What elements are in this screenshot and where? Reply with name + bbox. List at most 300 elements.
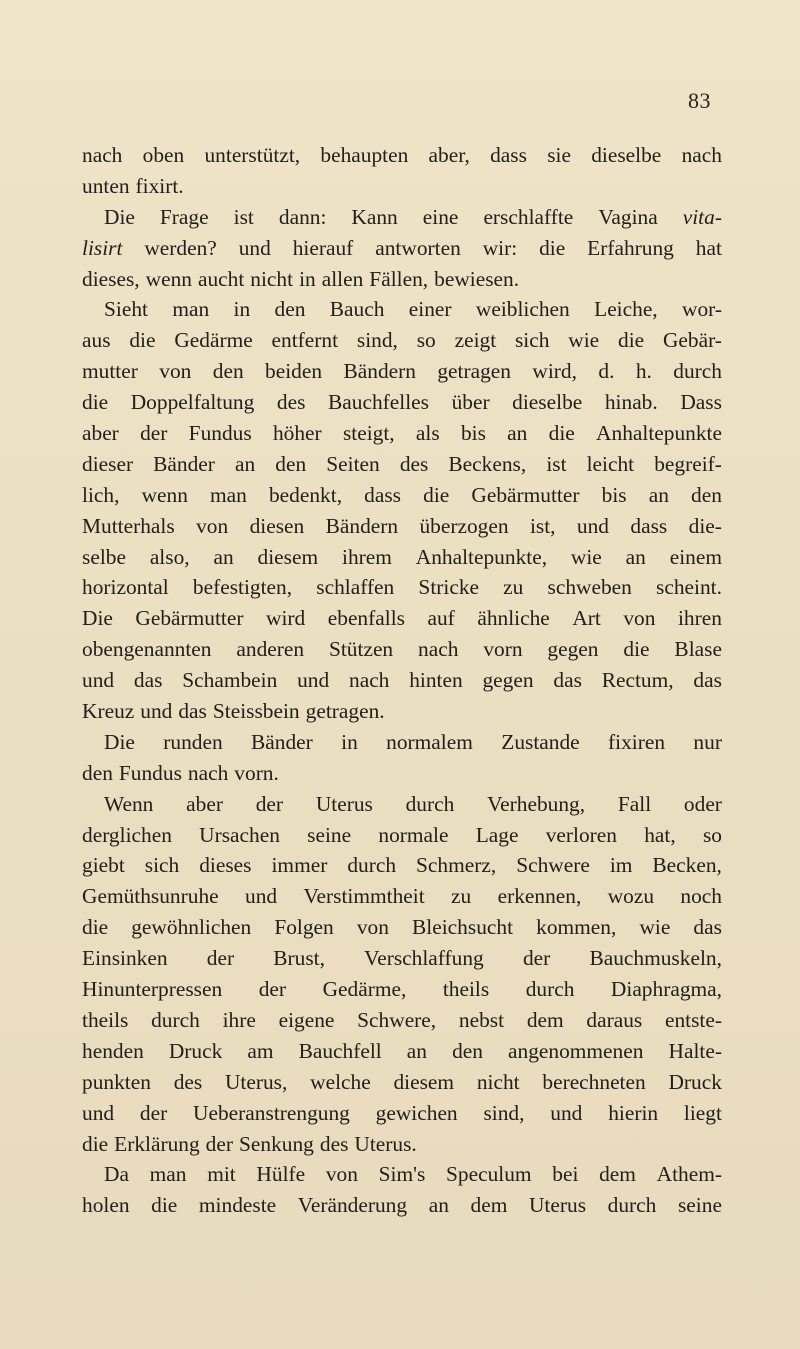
word: Steissbein xyxy=(212,699,300,724)
word: nebst xyxy=(458,1007,505,1032)
word: erkennen, xyxy=(497,884,582,909)
word: durch xyxy=(347,853,397,878)
word: diesem xyxy=(257,544,319,569)
word: sie xyxy=(547,143,571,167)
word: bei xyxy=(552,1162,579,1187)
word: Veränderung xyxy=(297,1193,408,1218)
word: wir: xyxy=(482,235,518,260)
word: gegen xyxy=(482,668,534,693)
word: als xyxy=(415,421,440,446)
word: wor- xyxy=(682,297,722,322)
text-line xyxy=(82,511,722,542)
text-line xyxy=(82,943,722,974)
word: Bauchmuskeln, xyxy=(589,946,722,971)
word: des xyxy=(399,451,429,476)
word: Uterus. xyxy=(354,1131,417,1156)
text-line xyxy=(82,603,722,634)
word: Bänder xyxy=(153,451,215,476)
word: seine xyxy=(677,1193,722,1218)
word: Zustande xyxy=(501,729,580,754)
word: dieselbe xyxy=(591,143,662,167)
word: einem xyxy=(669,544,722,569)
word: die xyxy=(129,328,156,353)
word: zu xyxy=(503,575,524,600)
text-line xyxy=(82,727,722,758)
word: Blase xyxy=(674,637,722,662)
text-line xyxy=(82,665,722,696)
text-line xyxy=(82,789,722,820)
word: scheint. xyxy=(656,575,722,600)
word: Anhaltepunkte, xyxy=(415,544,548,569)
word: dieser xyxy=(82,451,134,476)
word: Schwere xyxy=(516,853,590,878)
word: Halte- xyxy=(668,1038,722,1063)
word: die xyxy=(623,637,650,662)
word: wozu xyxy=(607,884,655,909)
text-line xyxy=(82,850,722,881)
word: dann: xyxy=(278,204,327,229)
word: den xyxy=(691,482,722,507)
word: dem xyxy=(599,1162,636,1187)
word: vorn xyxy=(483,637,523,662)
word: einer xyxy=(408,297,452,322)
word: bedenkt, xyxy=(268,482,343,507)
word: schlaffen xyxy=(316,575,395,600)
word: durch xyxy=(525,977,575,1002)
text-line xyxy=(82,758,722,789)
word: Uterus, xyxy=(224,1069,288,1094)
word: hierauf xyxy=(292,235,354,260)
word: horizontal xyxy=(82,575,169,600)
word: Ueberanstrengung xyxy=(193,1100,350,1125)
text-line xyxy=(82,572,722,603)
word: wenn xyxy=(141,482,188,507)
word: und xyxy=(140,699,173,724)
word: an xyxy=(507,421,528,446)
word: und xyxy=(245,884,278,909)
word: Gebärmutter xyxy=(135,606,244,631)
word: hat xyxy=(695,235,722,260)
word: immer xyxy=(271,853,328,878)
word: beiden xyxy=(265,359,323,384)
word: das xyxy=(693,668,722,693)
word: Fall xyxy=(617,791,652,816)
word: Gedärme, xyxy=(322,977,407,1002)
word: von xyxy=(356,915,389,940)
word: so xyxy=(416,328,436,353)
word: dem xyxy=(470,1193,508,1218)
word: und xyxy=(82,668,115,693)
word: Hülfe xyxy=(256,1162,306,1187)
word: vorn. xyxy=(234,760,279,785)
word: der xyxy=(139,1100,168,1125)
word: behaupten xyxy=(320,143,409,167)
word: aucht xyxy=(197,266,245,291)
word: Schambein xyxy=(182,668,278,693)
word: Bändern xyxy=(325,513,399,538)
text-line xyxy=(82,881,722,912)
word: Vagina xyxy=(598,204,658,229)
word: man xyxy=(172,297,210,322)
word: Die xyxy=(104,204,135,229)
word: dass xyxy=(490,143,527,167)
word: ähnliche xyxy=(477,606,550,631)
word: Seiten xyxy=(326,451,380,476)
word: gewöhnlichen xyxy=(131,915,252,940)
word: Verhebung, xyxy=(487,791,586,816)
word: durch xyxy=(607,1193,657,1218)
word: giebt xyxy=(82,853,125,878)
word: Da xyxy=(104,1162,129,1187)
word: Bauchfelles xyxy=(328,390,429,415)
word: mindeste xyxy=(198,1193,277,1218)
word: das xyxy=(133,668,163,693)
word: der xyxy=(258,977,287,1002)
word: steigt, xyxy=(342,421,395,446)
word: Bleichsucht xyxy=(412,915,514,940)
text-line xyxy=(82,696,722,727)
word: zeigt xyxy=(454,328,497,353)
word: entfernt xyxy=(271,328,339,353)
word: Doppelfaltung xyxy=(130,390,255,415)
word: Verschlaffung xyxy=(364,946,484,971)
word: getragen xyxy=(437,359,511,384)
word: eine xyxy=(422,204,459,229)
word: in xyxy=(299,266,316,291)
word: man xyxy=(210,482,247,507)
text-line xyxy=(82,542,722,573)
word: das xyxy=(693,915,722,940)
word: befestigten, xyxy=(192,575,293,600)
word: seine xyxy=(307,822,352,847)
word: Uterus xyxy=(528,1193,587,1218)
text-line xyxy=(82,356,722,387)
word: sind, xyxy=(356,328,398,353)
word: den xyxy=(82,760,113,785)
word: der xyxy=(205,1131,233,1156)
word: sich xyxy=(144,853,180,878)
word: nicht xyxy=(250,266,294,291)
word: werden? xyxy=(144,235,217,260)
word: Folgen xyxy=(274,915,334,940)
word: sich xyxy=(514,328,550,353)
word: weiblichen xyxy=(475,297,570,322)
word: nur xyxy=(693,729,722,754)
word: so xyxy=(702,822,722,847)
word: bis xyxy=(460,421,486,446)
word: Leiche, xyxy=(594,297,658,322)
text-line xyxy=(82,325,722,356)
word: sind, xyxy=(483,1100,525,1125)
word: daraus xyxy=(586,1007,643,1032)
word: antworten xyxy=(375,235,461,260)
word: Fällen, xyxy=(369,266,429,291)
text-line xyxy=(82,264,722,295)
word: aber xyxy=(186,791,223,816)
word: hat, xyxy=(644,822,676,847)
word: Athem- xyxy=(656,1162,722,1187)
word: Wenn xyxy=(104,791,154,816)
word: henden xyxy=(82,1038,144,1063)
word: die xyxy=(539,235,566,260)
word: unterstützt, xyxy=(204,143,301,167)
word: entste- xyxy=(664,1007,722,1032)
word: mutter xyxy=(82,359,138,384)
text-line xyxy=(82,233,722,264)
word: durch xyxy=(151,1007,200,1032)
word: und xyxy=(297,668,330,693)
word: theils xyxy=(442,977,490,1002)
word: und xyxy=(82,1100,115,1125)
text-line xyxy=(82,418,722,449)
word: Art xyxy=(572,606,601,631)
word: die xyxy=(151,1193,178,1218)
word: an xyxy=(625,544,646,569)
word: Gebärmutter xyxy=(471,482,580,507)
word: oder xyxy=(683,791,722,816)
word: punkten xyxy=(82,1069,151,1094)
word: der xyxy=(140,421,168,446)
word: ihrem xyxy=(342,544,392,569)
body-text xyxy=(82,140,722,1221)
word: normale xyxy=(378,822,449,847)
word: Ursachen xyxy=(199,822,280,847)
word: an xyxy=(406,1038,427,1063)
word: ebenfalls xyxy=(327,606,405,631)
word: getragen. xyxy=(305,699,385,724)
word: die xyxy=(423,482,450,507)
text-line xyxy=(82,912,722,943)
word: im xyxy=(609,853,633,878)
word: nach xyxy=(349,668,390,693)
word: den xyxy=(275,451,307,476)
word: d. xyxy=(598,359,615,384)
word: selbe xyxy=(82,544,126,569)
word: Sieht xyxy=(104,297,148,322)
word: Becken, xyxy=(652,853,722,878)
word: Stricke xyxy=(418,575,480,600)
word: unten xyxy=(82,173,130,198)
text-line xyxy=(82,387,722,418)
word: liegt xyxy=(683,1100,722,1125)
word: Sim's xyxy=(378,1162,426,1187)
word: wie xyxy=(639,915,671,940)
word: Die xyxy=(82,606,113,631)
word: Verstimmtheit xyxy=(303,884,425,909)
word: in xyxy=(233,297,251,322)
word: ihre xyxy=(222,1007,256,1032)
word: Erfahrung xyxy=(587,235,674,260)
word: an xyxy=(213,544,234,569)
word: mit xyxy=(207,1162,236,1187)
word: und xyxy=(238,235,271,260)
word: Frage xyxy=(159,204,209,229)
word: aber xyxy=(82,421,119,446)
word: Speculum xyxy=(446,1162,532,1187)
word: des xyxy=(276,390,306,415)
word: durch xyxy=(405,791,455,816)
word: dass xyxy=(630,513,668,538)
word: runden xyxy=(163,729,223,754)
word: nach xyxy=(187,760,229,785)
word: nach xyxy=(418,637,459,662)
word: von xyxy=(159,359,192,384)
word: leicht xyxy=(586,451,635,476)
word: oben xyxy=(142,143,185,167)
text-line xyxy=(82,1159,722,1190)
word: Brust, xyxy=(273,946,325,971)
word: von xyxy=(196,513,229,538)
text-line xyxy=(82,1098,722,1129)
text-line xyxy=(82,140,722,171)
word: den xyxy=(452,1038,483,1063)
word: Lage xyxy=(475,822,519,847)
word: des xyxy=(319,1131,349,1156)
word: ihren xyxy=(677,606,722,631)
word: derglichen xyxy=(82,822,172,847)
word: an xyxy=(235,451,256,476)
word: das xyxy=(553,668,582,693)
word: begreif- xyxy=(654,451,722,476)
word: lisirt xyxy=(82,235,123,260)
text-line xyxy=(82,1036,722,1067)
text-line xyxy=(82,1067,722,1098)
word: also, xyxy=(149,544,190,569)
word: diesen xyxy=(249,513,305,538)
word: wie xyxy=(568,328,600,353)
word: hinab. xyxy=(604,390,658,415)
word: Mutterhals xyxy=(82,513,175,538)
word: Druck xyxy=(168,1038,223,1063)
word: Fundus xyxy=(188,421,252,446)
word: h. xyxy=(635,359,652,384)
word: eigene xyxy=(278,1007,335,1032)
word: das xyxy=(178,699,207,724)
text-line xyxy=(82,171,722,202)
word: die xyxy=(82,390,109,415)
word: dieses, xyxy=(82,266,140,291)
word: den xyxy=(274,297,306,322)
word: erschlaffte xyxy=(483,204,574,229)
word: nach xyxy=(681,143,722,167)
text-line xyxy=(82,1005,722,1036)
text-line xyxy=(82,202,722,233)
word: Gebär- xyxy=(662,328,722,353)
word: Schmerz, xyxy=(416,853,497,878)
word: hierin xyxy=(608,1100,659,1125)
word: den xyxy=(212,359,244,384)
word: fixiren xyxy=(608,729,666,754)
word: von xyxy=(623,606,656,631)
word: Stützen xyxy=(328,637,394,662)
text-line xyxy=(82,294,722,325)
text-line xyxy=(82,974,722,1005)
word: ist xyxy=(546,451,567,476)
word: normalem xyxy=(386,729,473,754)
word: Rectum, xyxy=(601,668,674,693)
text-line xyxy=(82,1129,722,1160)
word: die xyxy=(82,1131,109,1156)
word: über xyxy=(451,390,490,415)
word: höher xyxy=(272,421,322,446)
word: die xyxy=(618,328,645,353)
word: ist, xyxy=(529,513,556,538)
word: allen xyxy=(321,266,364,291)
word: der xyxy=(255,791,284,816)
word: an xyxy=(428,1193,449,1218)
word: man xyxy=(149,1162,187,1187)
word: der xyxy=(522,946,551,971)
word: Bändern xyxy=(343,359,416,384)
word: bis xyxy=(601,482,627,507)
text-line xyxy=(82,480,722,511)
word: wird, xyxy=(532,359,577,384)
word: berechneten xyxy=(542,1069,646,1094)
word: auf xyxy=(427,606,455,631)
word: Bauchfell xyxy=(298,1038,382,1063)
word: wenn xyxy=(145,266,192,291)
text-line xyxy=(82,820,722,851)
word: welche xyxy=(310,1069,371,1094)
word: aus xyxy=(82,328,111,353)
word: Diaphragma, xyxy=(610,977,722,1002)
word: Beckens, xyxy=(448,451,527,476)
word: Gedärme xyxy=(174,328,253,353)
word: noch xyxy=(680,884,722,909)
word: wie xyxy=(570,544,602,569)
word: schweben xyxy=(547,575,632,600)
text-line xyxy=(82,634,722,665)
word: Kann xyxy=(351,204,398,229)
word: Hinunterpressen xyxy=(82,977,223,1002)
word: Kreuz xyxy=(82,699,135,724)
word: nach xyxy=(82,143,123,167)
word: vita- xyxy=(682,204,722,229)
word: dass xyxy=(364,482,402,507)
word: gegen xyxy=(547,637,599,662)
word: und xyxy=(550,1100,583,1125)
word: von xyxy=(325,1162,358,1187)
word: Schwere, xyxy=(357,1007,437,1032)
word: Senkung xyxy=(239,1131,314,1156)
text-line xyxy=(82,449,722,480)
word: Druck xyxy=(668,1069,722,1094)
word: anderen xyxy=(236,637,305,662)
word: obengenannten xyxy=(82,637,212,662)
word: wird xyxy=(266,606,306,631)
word: Uterus xyxy=(315,791,373,816)
word: Dass xyxy=(680,390,722,415)
word: Anhaltepunkte xyxy=(596,421,722,446)
word: die- xyxy=(688,513,722,538)
word: ist xyxy=(233,204,254,229)
word: lich, xyxy=(82,482,120,507)
word: des xyxy=(173,1069,203,1094)
word: gewichen xyxy=(375,1100,458,1125)
word: Bänder xyxy=(251,729,313,754)
word: bewiesen. xyxy=(434,266,520,291)
word: überzogen xyxy=(419,513,509,538)
word: Fundus xyxy=(118,760,182,785)
word: diesem xyxy=(393,1069,455,1094)
word: dieselbe xyxy=(512,390,583,415)
word: nicht xyxy=(476,1069,520,1094)
word: am xyxy=(247,1038,274,1063)
text-line xyxy=(82,1190,722,1221)
word: in xyxy=(341,729,358,754)
word: theils xyxy=(82,1007,129,1032)
word: aber, xyxy=(428,143,470,167)
